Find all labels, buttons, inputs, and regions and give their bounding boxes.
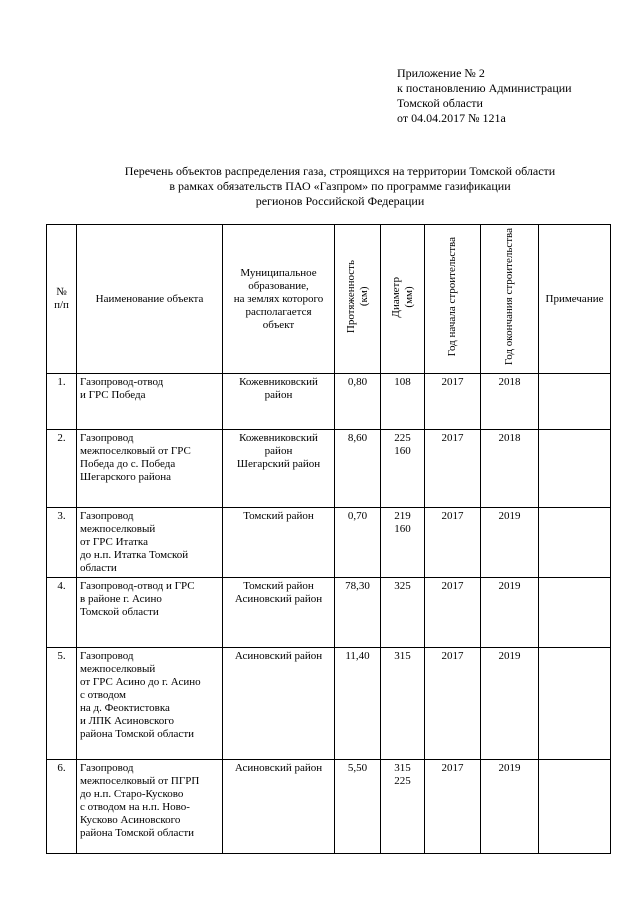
cell-end-year: 2018 [481, 430, 539, 508]
cell-end-year: 2019 [481, 648, 539, 760]
table-header-row [47, 225, 611, 374]
cell-length: 0,70 [335, 508, 381, 578]
cell-num: 2. [47, 430, 77, 508]
cell-diameter: 225 160 [381, 430, 425, 508]
cell-num: 4. [47, 578, 77, 648]
document-title [60, 164, 620, 209]
header-num: № п/п [47, 225, 77, 374]
cell-num: 6. [47, 760, 77, 854]
header-length: Протяженность (км) [335, 225, 381, 374]
objects-table [46, 224, 611, 854]
appendix-line: от 04.04.2017 № 121а [397, 111, 506, 125]
cell-start-year: 2017 [425, 508, 481, 578]
appendix-line: Томской области [397, 96, 483, 110]
title-line: регионов Российской Федерации [255, 194, 425, 208]
cell-num: 3. [47, 508, 77, 578]
table-row [47, 578, 611, 648]
table-row [47, 508, 611, 578]
cell-note [539, 430, 611, 508]
header-name: Наименование объекта [77, 225, 223, 374]
cell-name: Газопровод-отвод и ГРС в районе г. Асино Томской области [77, 578, 223, 648]
cell-start-year: 2017 [425, 374, 481, 430]
cell-diameter: 325 [381, 578, 425, 648]
cell-name: Газопровод межпоселковый от ГРС Победа до с. Победа Шегарского района [77, 430, 223, 508]
cell-note [539, 508, 611, 578]
header-note: Примечание [539, 225, 611, 374]
cell-length: 0,80 [335, 374, 381, 430]
cell-diameter: 108 [381, 374, 425, 430]
header-municipality: Муниципальное образование, на землях которого располагается объект [223, 225, 335, 374]
cell-diameter: 315 225 [381, 760, 425, 854]
cell-length: 78,30 [335, 578, 381, 648]
cell-note [539, 760, 611, 854]
cell-start-year: 2017 [425, 760, 481, 854]
appendix-line: к постановлению Администрации [397, 81, 572, 95]
cell-diameter: 219 160 [381, 508, 425, 578]
table-row [47, 648, 611, 760]
cell-municipality: Томский район [223, 508, 335, 578]
cell-end-year: 2019 [481, 578, 539, 648]
cell-name: Газопровод межпоселковый от ПГРП до н.п. Старо-Кусково с отводом на н.п. Ново- Кусково Асиновского района Томской области [77, 760, 223, 854]
header-start-year: Год начала строительства [425, 225, 481, 374]
cell-end-year: 2019 [481, 760, 539, 854]
cell-note [539, 648, 611, 760]
title-line: в рамках обязательств ПАО «Газпром» по программе газификации [169, 179, 511, 193]
header-diameter: Диаметр (мм) [381, 225, 425, 374]
cell-num: 1. [47, 374, 77, 430]
cell-name: Газопровод межпоселковый от ГРС Итатка до н.п. Итатка Томской области [77, 508, 223, 578]
cell-length: 8,60 [335, 430, 381, 508]
cell-length: 11,40 [335, 648, 381, 760]
header-end-year: Год окончания строительства [481, 225, 539, 374]
cell-start-year: 2017 [425, 648, 481, 760]
table-row [47, 374, 611, 430]
appendix-line: Приложение № 2 [397, 66, 485, 80]
cell-end-year: 2019 [481, 508, 539, 578]
cell-note [539, 374, 611, 430]
cell-length: 5,50 [335, 760, 381, 854]
cell-end-year: 2018 [481, 374, 539, 430]
cell-num: 5. [47, 648, 77, 760]
title-line: Перечень объектов распределения газа, строящихся на территории Томской области [124, 164, 556, 178]
cell-municipality: Томский район Асиновский район [223, 578, 335, 648]
cell-note [539, 578, 611, 648]
cell-municipality: Асиновский район [223, 760, 335, 854]
appendix-block [397, 66, 572, 126]
cell-municipality: Кожевниковский район Шегарский район [223, 430, 335, 508]
table-row [47, 430, 611, 508]
cell-start-year: 2017 [425, 578, 481, 648]
cell-name: Газопровод-отвод и ГРС Победа [77, 374, 223, 430]
cell-municipality: Кожевниковский район [223, 374, 335, 430]
cell-name: Газопровод межпоселковый от ГРС Асино до г. Асино с отводом на д. Феоктистовка и ЛПК Асиновского района Томской области [77, 648, 223, 760]
cell-municipality: Асиновский район [223, 648, 335, 760]
cell-diameter: 315 [381, 648, 425, 760]
table-row [47, 760, 611, 854]
cell-start-year: 2017 [425, 430, 481, 508]
